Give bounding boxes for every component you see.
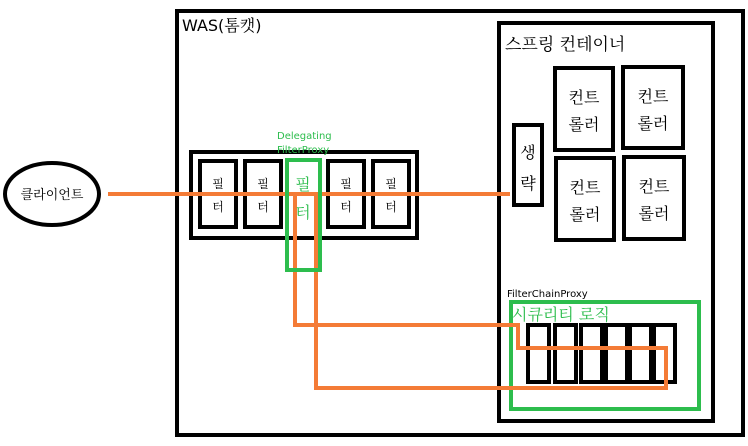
controller-3	[556, 158, 614, 240]
security-logic-label: 시큐리티 로직	[512, 305, 610, 324]
client-label: 클라이언트	[20, 188, 84, 203]
delegating-label-line1: Delegating	[277, 131, 332, 142]
controller-2	[623, 67, 683, 148]
delegating-filter-char1: 필	[295, 175, 311, 194]
controller-1	[555, 68, 613, 150]
was-title: WAS(톰캣)	[182, 16, 262, 35]
delegating-label-line2: FilterProxy	[277, 145, 330, 156]
controller-4	[624, 157, 684, 239]
security-filter	[630, 325, 651, 382]
svg-text:터: 터	[212, 200, 224, 214]
svg-text:롤러: 롤러	[568, 115, 600, 134]
svg-text:롤러: 롤러	[638, 204, 670, 223]
svg-text:필: 필	[212, 177, 224, 191]
svg-text:롤러: 롤러	[569, 205, 601, 224]
svg-text:필: 필	[340, 177, 352, 191]
svg-text:필: 필	[257, 177, 269, 191]
dispatcher-box	[514, 125, 542, 205]
svg-text:컨트: 컨트	[569, 178, 601, 197]
svg-text:컨트: 컨트	[568, 88, 600, 107]
svg-text:컨트: 컨트	[638, 177, 670, 196]
svg-text:터: 터	[385, 200, 397, 214]
svg-text:략: 략	[520, 174, 536, 193]
svg-text:생: 생	[520, 143, 536, 162]
svg-text:터: 터	[257, 200, 269, 214]
svg-text:필: 필	[385, 177, 397, 191]
delegating-filter-char2: 터	[295, 203, 311, 222]
svg-text:터: 터	[340, 200, 352, 214]
svg-text:롤러: 롤러	[637, 114, 669, 133]
svg-text:컨트: 컨트	[637, 87, 669, 106]
filter-chain-proxy-label: FilterChainProxy	[507, 289, 588, 300]
security-filter	[528, 325, 549, 382]
security-filter	[606, 325, 627, 382]
security-filter	[581, 325, 602, 382]
security-filter	[555, 325, 576, 382]
spring-container-title: 스프링 컨테이너	[505, 35, 626, 55]
